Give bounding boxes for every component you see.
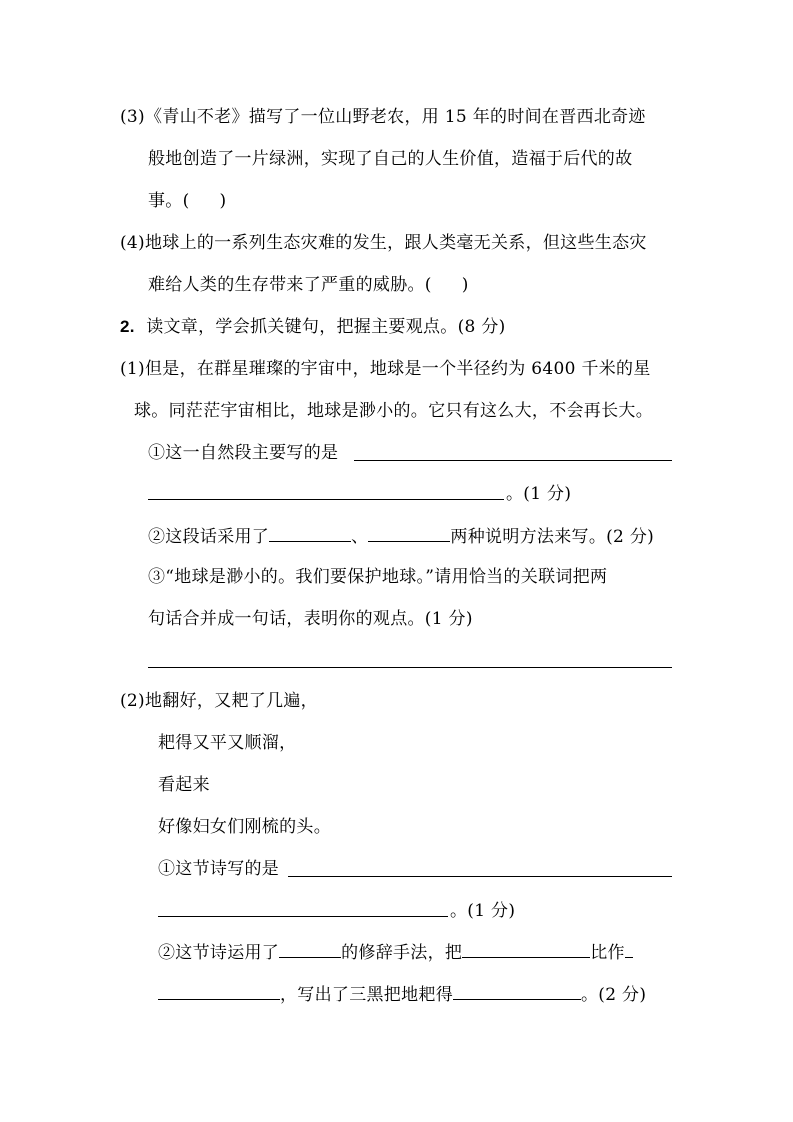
answer-blank-result[interactable] — [453, 981, 581, 1000]
part2-sub2-mid2: 比作 — [590, 943, 625, 963]
answer-blank-method-2[interactable] — [368, 523, 450, 542]
answer-line-part1-sub1a[interactable] — [354, 460, 672, 461]
item3-line3 — [148, 189, 226, 213]
answer-blank-method-1[interactable] — [269, 523, 351, 542]
part2-sub2-mid3: ，写出了三黑把地耙得 — [280, 985, 453, 1005]
part1-line2: 球。同茫茫宇宙相比，地球是渺小的。它只有这么大，不会再长大。 — [134, 401, 653, 421]
question-2-heading — [120, 315, 506, 339]
poem-line: 耙得又平又顺溜， — [158, 733, 297, 753]
answer-line-part2-sub1a[interactable] — [288, 876, 672, 877]
part2-sub1-prompt: ①这节诗写的是 — [158, 859, 280, 879]
part2-sub2-mid1: 的修辞手法，把 — [341, 943, 463, 963]
close-paren: ) — [219, 191, 227, 211]
answer-line-part1-sub3[interactable] — [148, 667, 672, 668]
answer-line-part1-sub1b[interactable] — [148, 499, 504, 500]
question-number: 2. — [120, 317, 135, 336]
part1-sub2-sep: 、 — [351, 527, 369, 547]
answer-blank-object[interactable] — [462, 939, 590, 958]
part2-line1: (2)地翻好，又耙了几遍， — [120, 691, 318, 711]
part1-sub2-prompt: ②这段话采用了 — [148, 527, 270, 547]
part2-sub2-prompt: ②这节诗运用了 — [158, 943, 280, 963]
item3-line2: 般地创造了一片绿洲，实现了自己的人生价值，造福于后代的故 — [148, 149, 633, 169]
part2-sub2-score: 。(2 分) — [581, 985, 647, 1005]
answer-blank-rhetoric[interactable] — [279, 939, 341, 958]
item4-line2-text: 难给人类的生存带来了严重的威胁。( — [148, 275, 432, 295]
part2-sub2-line2 — [158, 981, 646, 1007]
part2-sub2-line1 — [158, 939, 633, 965]
poem-line: 看起来 — [158, 775, 210, 795]
item3-line1: (3)《青山不老》描写了一位山野老农，用 15 年的时间在晋西北奇迹 — [120, 107, 646, 127]
part1-sub1-prompt: ①这一自然段主要写的是 — [148, 443, 339, 463]
answer-blank-compared-start[interactable] — [625, 939, 633, 958]
part1-sub3-line1: ③“地球是渺小的。我们要保护地球。”请用恰当的关联词把两 — [148, 567, 608, 587]
part1-sub2-rest: 两种说明方法来写。(2 分) — [450, 527, 655, 547]
item3-line3-text: 事。( — [148, 191, 190, 211]
poem-line: 好像妇女们刚梳的头。 — [158, 817, 331, 837]
answer-line-part2-sub1b[interactable] — [158, 916, 448, 917]
part1-sub2 — [148, 523, 654, 549]
part1-line1: (1)但是，在群星璀璨的宇宙中，地球是一个半径约为 6400 千米的星 — [120, 359, 651, 379]
part2-sub1-score: 。(1 分) — [450, 901, 516, 921]
part1-sub1-score: 。(1 分) — [506, 484, 572, 504]
item4-line1: (4)地球上的一系列生态灾难的发生，跟人类毫无关系，但这些生态灾 — [120, 233, 647, 253]
item4-line2 — [148, 273, 469, 297]
answer-blank-compared[interactable] — [158, 981, 280, 1000]
part1-sub3-line2: 句话合并成一句话，表明你的观点。(1 分) — [148, 609, 473, 629]
close-paren: ) — [461, 275, 469, 295]
question-2-text: 读文章，学会抓关键句，把握主要观点。(8 分) — [146, 317, 506, 337]
